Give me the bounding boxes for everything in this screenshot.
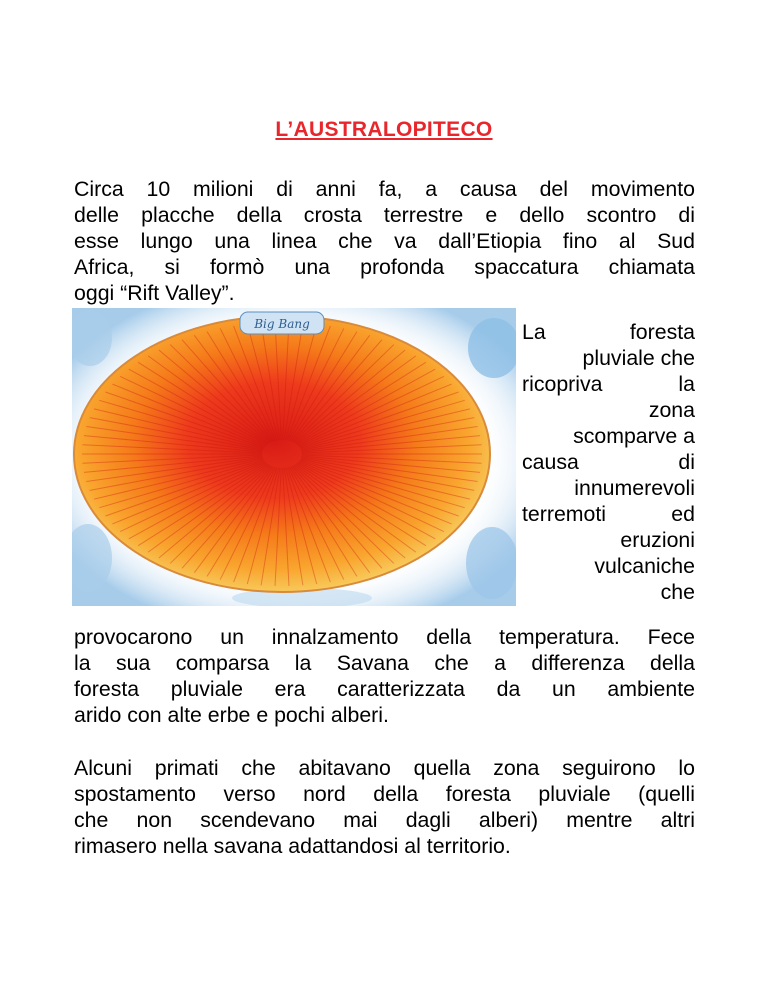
paragraph-primati xyxy=(74,755,695,859)
text-line: provocarono un innalzamento della temperatura. Fece xyxy=(74,625,695,649)
text-line: Circa 10 milioni di anni fa, a causa del movimento xyxy=(74,177,695,201)
paragraph-intro xyxy=(74,176,695,306)
text-line: scomparve a xyxy=(573,424,695,448)
big-bang-logo xyxy=(240,312,324,334)
text-line: esse lungo una linea che va dall’Etiopia fino al Sud xyxy=(74,229,695,253)
text-line: zona xyxy=(648,398,695,422)
text-line: spostamento verso nord della foresta pluviale (quelli xyxy=(74,782,695,806)
big-bang-illustration xyxy=(72,308,516,606)
text-line: terremoti ed xyxy=(522,502,695,526)
text-line: che xyxy=(660,580,695,604)
svg-text:Big Bang: Big Bang xyxy=(254,317,310,331)
text-line: Africa, si formò una profonda spaccatura chiamata xyxy=(74,255,695,279)
text-line: oggi “Rift Valley”. xyxy=(74,281,235,305)
text-line: che non scendevano mai dagli alberi) mentre altri xyxy=(74,808,695,832)
text-line: la sua comparsa la Savana che a differenza della xyxy=(74,651,695,675)
text-line: Alcuni primati che abitavano quella zona seguirono lo xyxy=(74,756,695,780)
page-title: L’AUSTRALOPITECO xyxy=(275,118,493,141)
text-line: delle placche della crosta terrestre e dello scontro di xyxy=(74,203,695,227)
side-paragraph xyxy=(522,319,695,605)
text-line: La foresta xyxy=(522,320,695,344)
text-line: arido con alte erbe e pochi alberi. xyxy=(74,703,389,727)
text-line: vulcaniche xyxy=(594,554,695,578)
text-line: pluviale che xyxy=(582,346,695,370)
text-line: rimasero nella savana adattandosi al territorio. xyxy=(74,834,511,858)
text-line: causa di xyxy=(522,450,695,474)
paragraph-savana xyxy=(74,624,695,728)
text-line: eruzioni xyxy=(620,528,695,552)
text-line: innumerevoli xyxy=(574,476,695,500)
text-line: ricopriva la xyxy=(522,372,695,396)
text-line: foresta pluviale era caratterizzata da un ambiente xyxy=(74,677,695,701)
